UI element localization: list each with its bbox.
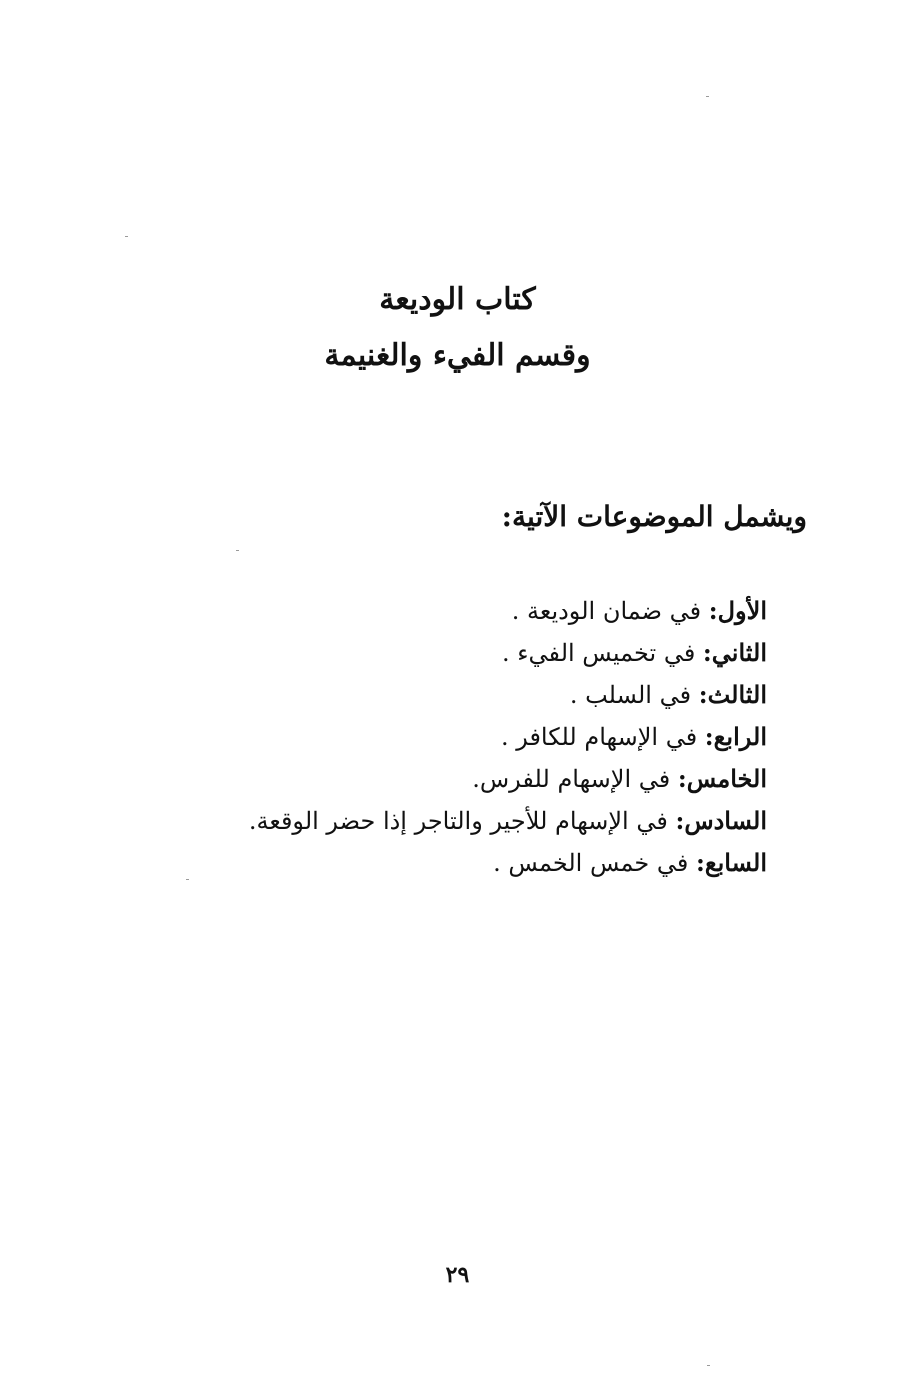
chapter-title [0,272,915,384]
scan-speck [707,1365,710,1366]
topics-list [249,590,767,884]
topic-text: في خمس الخمس . [493,849,696,877]
page-number: ٢٩ [445,1262,470,1288]
topic-label: الرابع: [704,722,767,751]
topic-label: الثالث: [698,680,767,709]
topic-item [249,632,767,674]
topics-intro: ويشمل الموضوعات الآتية: [501,500,807,533]
topic-text: في ضمان الوديعة . [511,597,709,625]
topic-item [249,674,767,716]
topic-item [249,758,767,800]
topic-item [249,590,767,632]
scan-speck [186,879,189,880]
chapter-title-line-1: كتاب الوديعة [379,282,536,317]
scan-speck [706,96,709,97]
topic-item [249,800,767,842]
topic-label: الثاني: [702,638,767,667]
topic-text: في تخميس الفيء . [502,639,703,667]
topic-text: في الإسهام للكافر . [500,723,705,751]
topic-label: الأول: [708,596,767,625]
scan-speck [236,550,239,551]
topic-label: السابع: [695,848,767,877]
topic-text: في الإسهام للأجير والتاجر إذا حضر الوقعة. [248,807,676,835]
topic-text: في السلب . [569,681,699,709]
topic-label: السادس: [675,806,767,835]
chapter-title-line-2: وقسم الفيء والغنيمة [324,338,591,373]
scan-speck [125,236,128,237]
topic-item [249,716,767,758]
topic-item [249,842,767,884]
topic-label: الخامس: [677,764,767,793]
topic-text: في الإسهام للفرس. [472,765,678,793]
